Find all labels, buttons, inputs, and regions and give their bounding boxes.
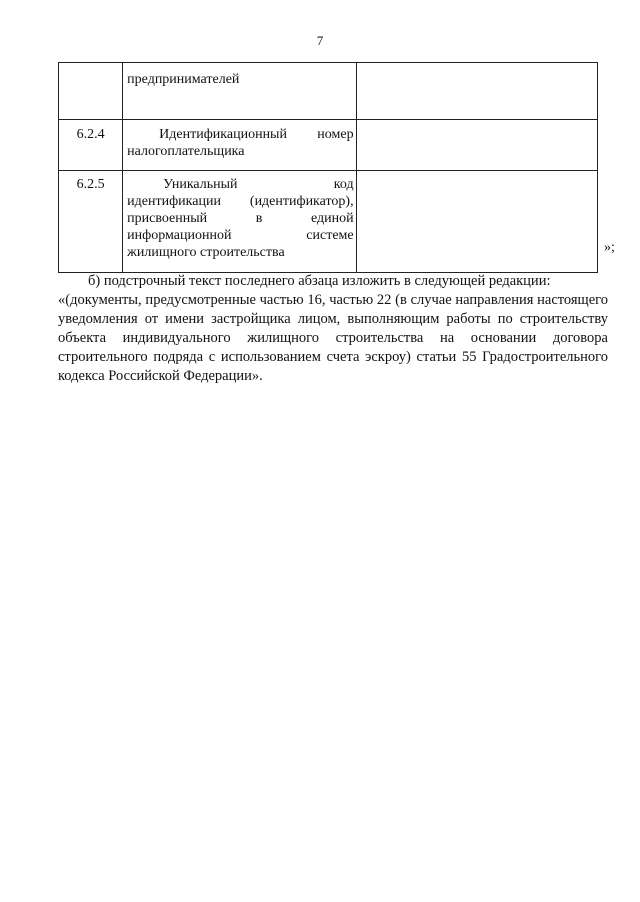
amendment-lead-paragraph: б) подстрочный текст последнего абзаца изложить в следующей редакции:: [88, 273, 551, 289]
field-name-cell: [123, 120, 356, 171]
page-number: 7: [316, 33, 324, 48]
row-number-cell: 6.2.5: [59, 171, 123, 273]
table-row: [59, 171, 598, 273]
field-value-cell: [356, 171, 597, 273]
field-name-text: Идентификационный номер налогоплательщика: [127, 127, 354, 159]
field-name-cell: [123, 63, 356, 120]
field-name-text: Уникальный код идентификации (идентификатор), присвоенный в единой информационной системе жилищного строительства: [127, 177, 354, 260]
table-row: [59, 120, 598, 171]
field-value-cell: [356, 120, 597, 171]
field-value-cell: [356, 63, 597, 120]
closing-quote: »;: [604, 240, 615, 255]
row-number-cell: 6.2.4: [59, 120, 123, 171]
field-name-cell: [123, 171, 356, 273]
field-name-text: предпринимателей: [127, 72, 240, 87]
table-row: [59, 63, 598, 120]
row-number-cell: [59, 63, 123, 120]
form-fields-table: [58, 62, 598, 273]
amendment-body-paragraph: «(документы, предусмотренные частью 16, частью 22 (в случае направления настоящего уведомления от имени застройщика лицом, выполняющим работы по строительству объекта индивидуального жилищного строительства на основании договора строительного подряда с использованием счета эскроу) статьи 55 Градостроительного кодекса Российской Федерации».: [58, 292, 608, 384]
